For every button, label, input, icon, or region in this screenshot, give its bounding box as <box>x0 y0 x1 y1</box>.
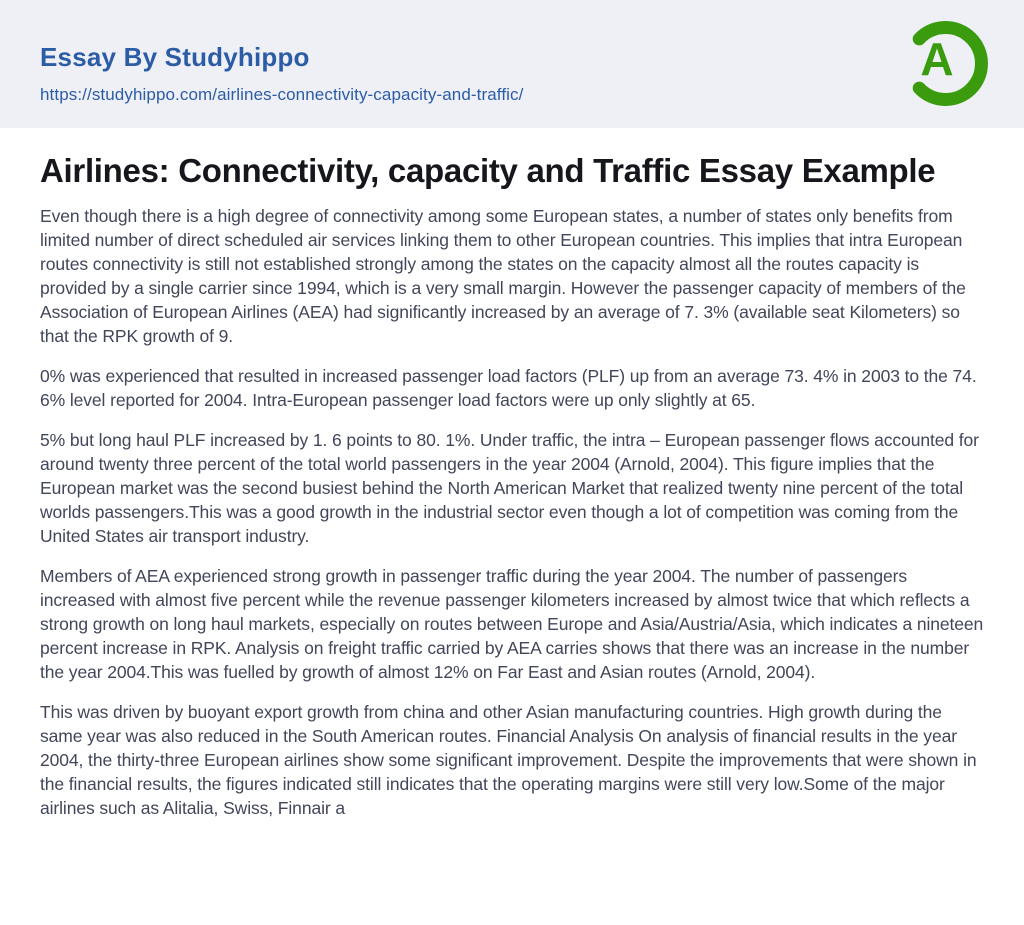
studyhippo-logo <box>902 20 992 108</box>
essay-paragraph: This was driven by buoyant export growth from china and other Asian manufacturing countries. High growth during the same year was also reduced in the South American routes. Financial Analysis On analysis of financial results in the year 2004, the thirty-three European airlines show some significant improvement. Despite the improvements that were shown in the financial results, the figures indicated still indicates that the operating margins were still very low.Some of the major airlines such as Alitalia, Swiss, Finnair a <box>40 702 977 818</box>
logo-letter: A <box>920 33 954 85</box>
header <box>0 0 1024 128</box>
essay-content <box>0 152 1024 820</box>
essay-url-link[interactable]: https://studyhippo.com/airlines-connectivity-capacity-and-traffic/ <box>40 85 524 104</box>
essay-paragraph: Even though there is a high degree of connectivity among some European states, a number of states only benefits from limited number of direct scheduled air services linking them to other European countries. This implies that intra European routes connectivity is still not established strongly among the states on the capacity almost all the routes capacity is provided by a single carrier since 1994, which is a very small margin. However the passenger capacity of members of the Association of European Airlines (AEA) had significantly increased by an average of 7. 3% (available seat Kilometers) so that the RPK growth of 9. <box>40 206 966 346</box>
essay-byline: Essay By Studyhippo <box>40 42 310 72</box>
essay-paragraph: Members of AEA experienced strong growth in passenger traffic during the year 2004. The number of passengers increased with almost five percent while the revenue passenger kilometers increased by almost twice that which reflects a strong growth on long haul markets, especially on routes between Europe and Asia/Austria/Asia, which indicates a nineteen percent increase in RPK. Analysis on freight traffic carried by AEA carries shows that there was an increase in the number the year 2004.This was fuelled by growth of almost 12% on Far East and Asian routes (Arnold, 2004). <box>40 566 984 682</box>
essay-title: Airlines: Connectivity, capacity and Traffic Essay Example <box>40 152 936 189</box>
essay-paragraph: 5% but long haul PLF increased by 1. 6 points to 80. 1%. Under traffic, the intra – European passenger flows accounted for around twenty three percent of the total world passengers in the year 2004 (Arnold, 2004). This figure implies that the European market was the second busiest behind the North American Market that realized twenty nine percent of the total worlds passengers.This was a good growth in the industrial sector even though a lot of competition was coming from the United States air transport industry. <box>40 430 979 546</box>
essay-paragraph: 0% was experienced that resulted in increased passenger load factors (PLF) up from an average 73. 4% in 2003 to the 74. 6% level reported for 2004. Intra-European passenger load factors were up only slightly at 65. <box>40 366 977 410</box>
studyhippo-logo-icon <box>902 20 992 108</box>
